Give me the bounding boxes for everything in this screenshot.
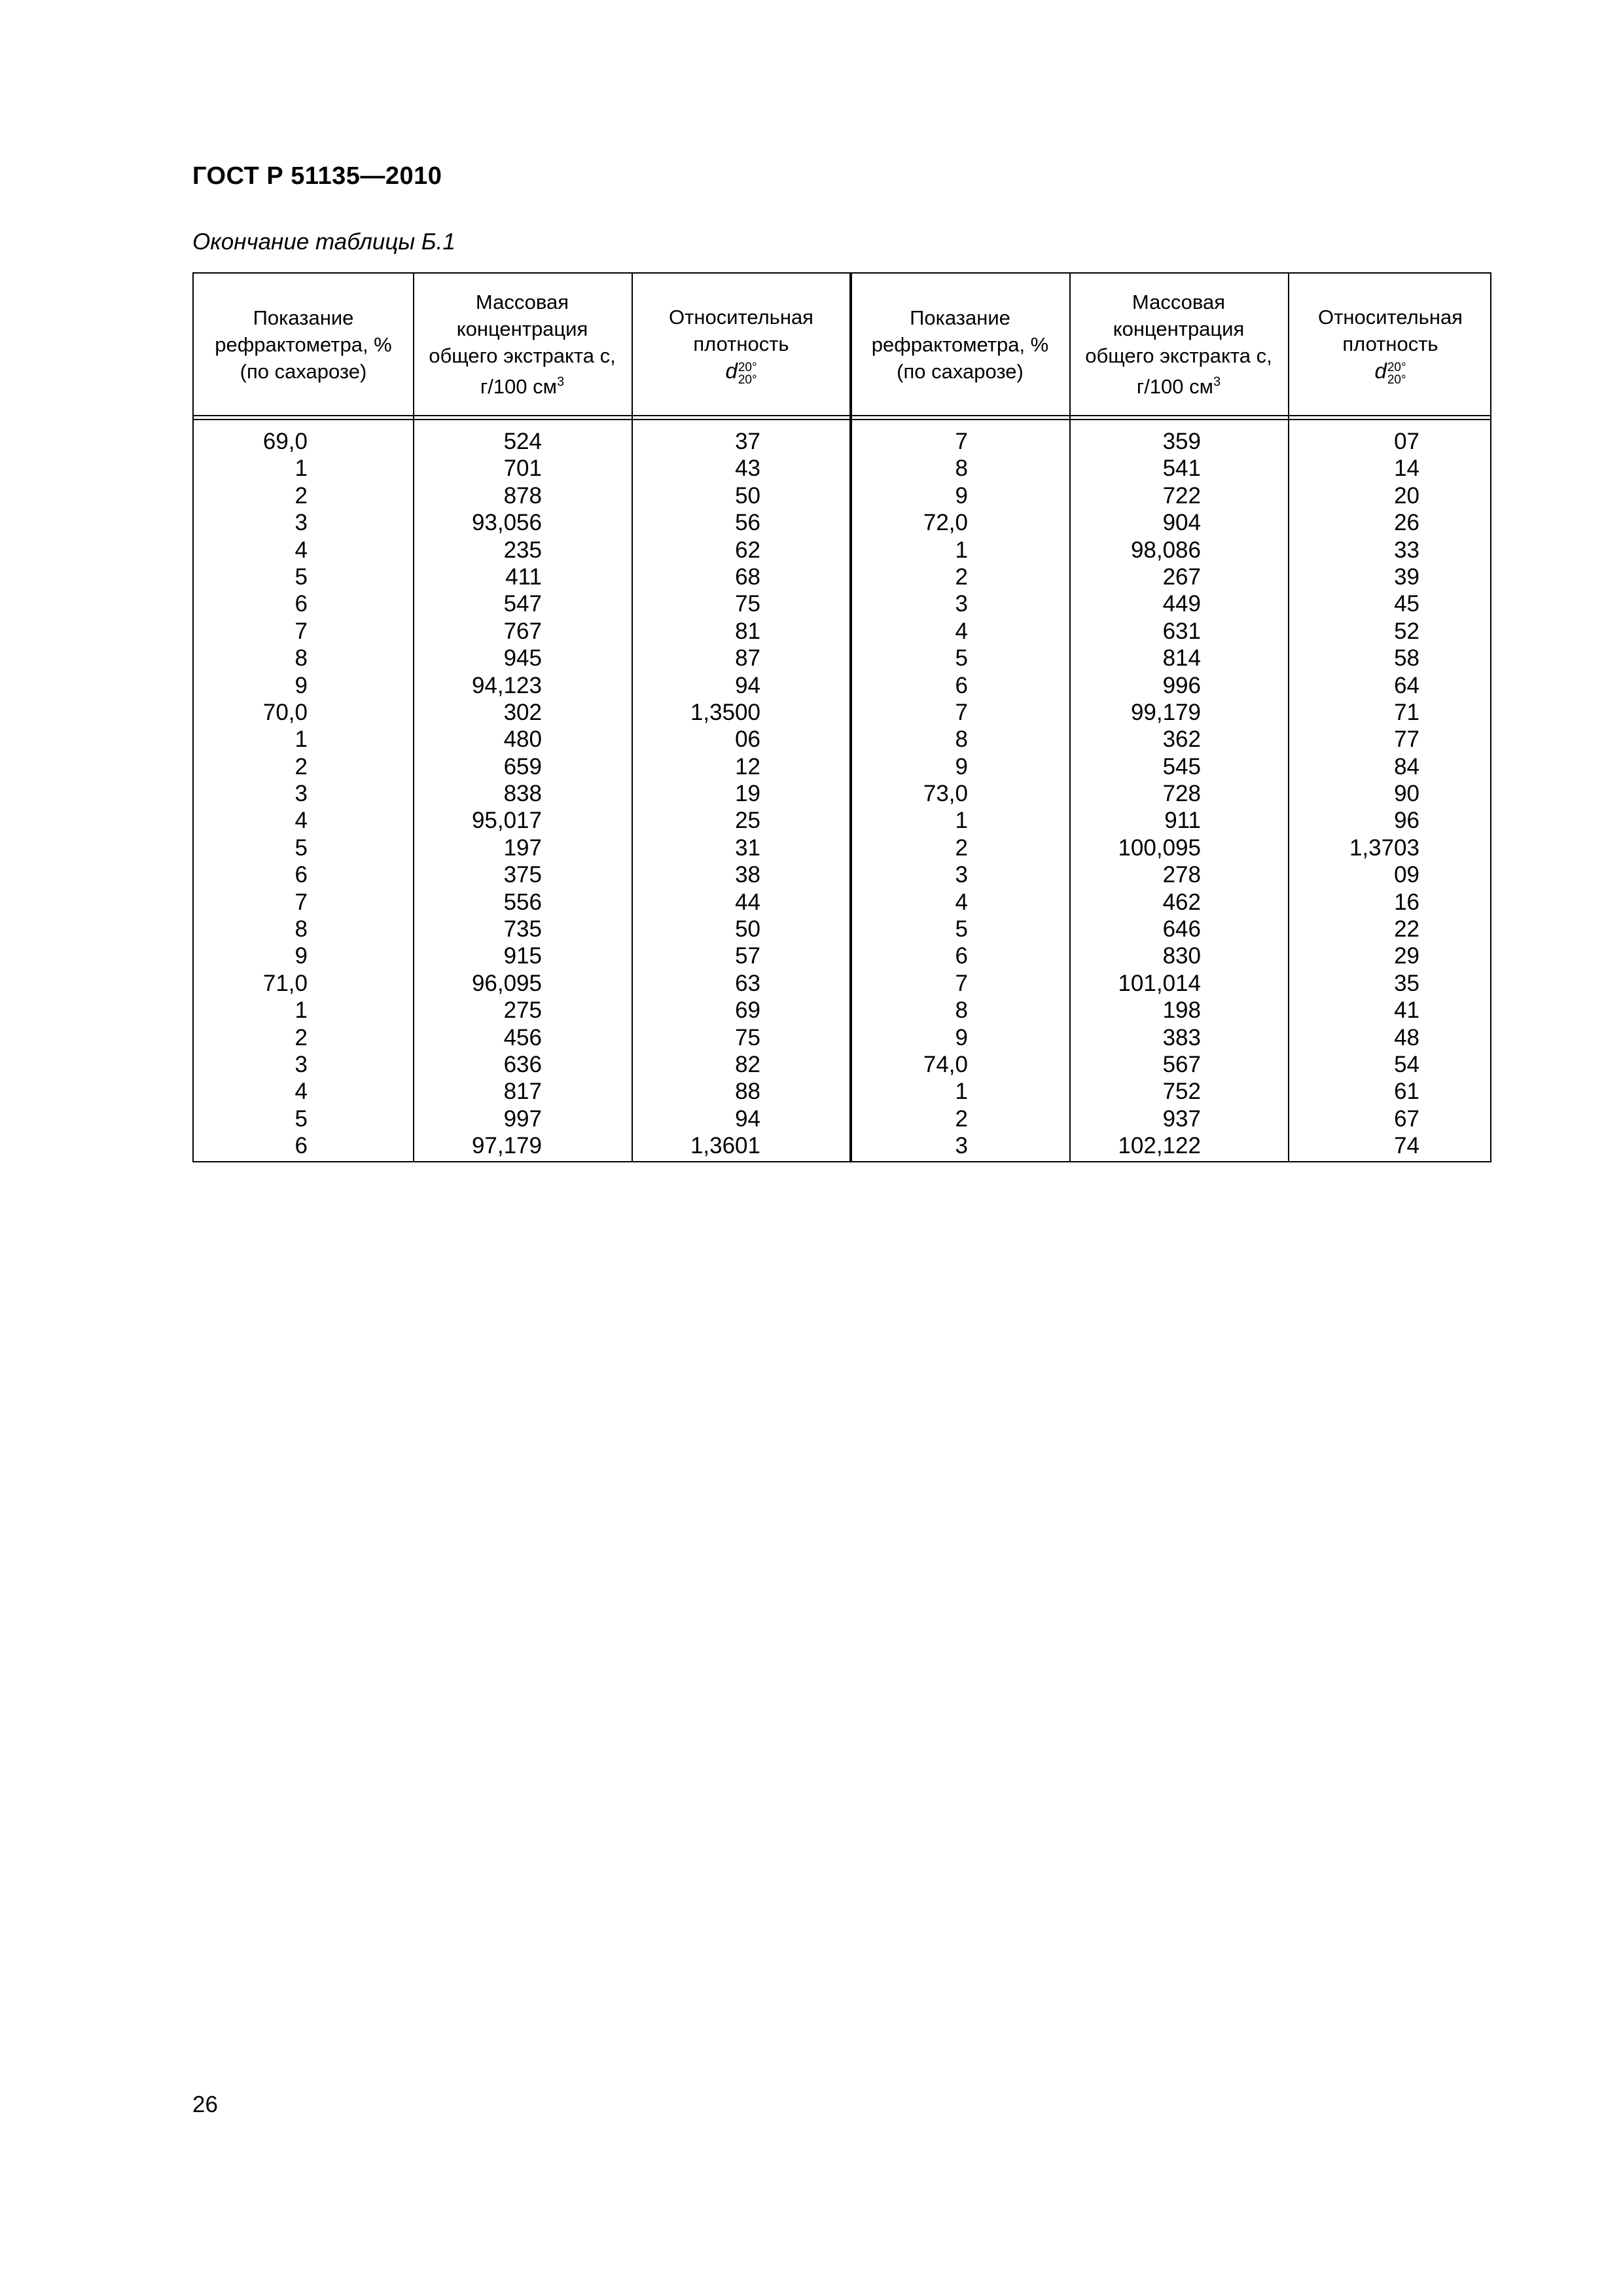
table-cell: 100,095 <box>1118 834 1201 861</box>
table-cell: 1,3500 <box>690 699 760 725</box>
table-cell: 838 <box>503 781 542 807</box>
table-cell: 96,095 <box>471 970 542 996</box>
table-cell: 1 <box>955 808 968 834</box>
header-line: рефрактометра, % <box>871 332 1049 356</box>
table-cell: 302 <box>503 699 542 725</box>
table-cell: 37 <box>735 429 760 454</box>
table-cell: 556 <box>503 889 542 915</box>
column-divider <box>413 274 414 1161</box>
table-cell: 7 <box>294 618 308 644</box>
table-cell: 96 <box>1394 808 1419 834</box>
table-cell: 44 <box>735 889 760 915</box>
table-cell: 77 <box>1394 726 1419 753</box>
table-cell: 524 <box>503 429 542 454</box>
table-cell: 915 <box>503 943 542 969</box>
header-line: Массовая <box>475 290 569 314</box>
header-line: концентрация <box>456 317 588 340</box>
header-line: концентрация <box>1113 317 1245 340</box>
table-cell: 45 <box>1394 591 1419 617</box>
table-cell: 61 <box>1394 1079 1419 1105</box>
table-cell: 5 <box>294 834 308 861</box>
table-cell: 4 <box>294 537 308 563</box>
header-line: Массовая <box>1132 290 1226 314</box>
table-cell: 1 <box>294 726 308 753</box>
table-cell: 07 <box>1394 429 1419 454</box>
table-cell: 71 <box>1394 699 1419 725</box>
header-line: общего экстракта с, <box>1085 344 1272 367</box>
header-line: (по сахарозе) <box>897 359 1024 383</box>
table-cell: 3 <box>955 862 968 888</box>
table-cell: 84 <box>1394 753 1419 780</box>
table-cell: 1 <box>294 456 308 482</box>
table-cell: 93,056 <box>471 510 542 536</box>
table-cell: 3 <box>955 1133 968 1159</box>
table-cell: 56 <box>735 510 760 536</box>
table-cell: 90 <box>1394 781 1419 807</box>
density-symbol-d: d <box>1374 358 1387 383</box>
table-cell: 278 <box>1162 862 1201 888</box>
table-cell: 58 <box>1394 645 1419 672</box>
header-line: общего экстракта с, <box>429 344 616 367</box>
table-cell: 06 <box>735 726 760 753</box>
header-line: Относительная <box>1318 305 1463 329</box>
header-line: (по сахарозе) <box>240 359 367 383</box>
header-line: плотность <box>1342 332 1438 355</box>
table-cell: 9 <box>294 943 308 969</box>
table-cell: 14 <box>1394 456 1419 482</box>
header-density-right <box>1288 274 1493 415</box>
table-cell: 64 <box>1394 672 1419 698</box>
table-cell: 68 <box>735 564 760 590</box>
table-cell: 267 <box>1162 564 1201 590</box>
table-cell: 6 <box>955 672 968 698</box>
table-cell: 50 <box>735 916 760 942</box>
table-cell: 646 <box>1162 916 1201 942</box>
table-cell: 8 <box>955 726 968 753</box>
table-cell: 1 <box>294 997 308 1024</box>
density-symbol <box>1374 358 1406 387</box>
table-cell: 3 <box>955 591 968 617</box>
header-line: г/100 $см^3$ <box>480 374 565 399</box>
table-cell: 9 <box>294 672 308 698</box>
table-cell: 95,017 <box>471 808 542 834</box>
table-cell: 5 <box>294 564 308 590</box>
table-cell: 411 <box>505 564 542 590</box>
table-cell: 72,0 <box>923 510 968 536</box>
table-cell: 8 <box>955 456 968 482</box>
table-cell: 996 <box>1162 672 1201 698</box>
header-line: Относительная <box>669 305 813 329</box>
table-cell: 197 <box>503 834 542 861</box>
column-divider <box>1288 274 1289 1161</box>
data-table <box>192 272 1491 1162</box>
table-cell: 2 <box>955 1105 968 1132</box>
table-cell: 3 <box>294 1051 308 1077</box>
header-reading-left <box>194 274 413 415</box>
table-cell: 541 <box>1162 456 1201 482</box>
table-cell: 814 <box>1162 645 1201 672</box>
table-cell: 375 <box>503 862 542 888</box>
table-cell: 7 <box>955 970 968 996</box>
column-density-left <box>690 428 760 1160</box>
table-cell: 6 <box>294 591 308 617</box>
table-cell: 1 <box>955 1079 968 1105</box>
column-concentration-left <box>472 428 542 1160</box>
table-cell: 75 <box>735 591 760 617</box>
table-cell: 31 <box>735 834 760 861</box>
table-cell: 728 <box>1162 781 1201 807</box>
table-cell: 275 <box>503 997 542 1024</box>
table-cell: 63 <box>735 970 760 996</box>
table-cell: 81 <box>735 618 760 644</box>
table-cell: 4 <box>294 1079 308 1105</box>
column-reading-right <box>923 428 968 1160</box>
table-cell: 659 <box>503 753 542 780</box>
header-line: г/100 $см^3$ <box>1136 374 1221 399</box>
table-cell: 830 <box>1162 943 1201 969</box>
table-cell: 87 <box>735 645 760 672</box>
table-cell: 5 <box>294 1105 308 1132</box>
table-cell: 7 <box>955 699 968 725</box>
header-reading-right <box>851 274 1069 415</box>
table-cell: 2 <box>955 834 968 861</box>
page-number: 26 <box>192 2092 218 2117</box>
table-cell: 52 <box>1394 618 1419 644</box>
table-cell: 25 <box>735 808 760 834</box>
density-subscript: 20° <box>1387 373 1406 387</box>
header-concentration-left <box>413 274 632 415</box>
table-cell: 101,014 <box>1118 970 1201 996</box>
table-cell: 911 <box>1164 808 1201 834</box>
table-cell: 5 <box>955 645 968 672</box>
header-density-left <box>632 274 851 415</box>
table-cell: 636 <box>503 1051 542 1077</box>
table-cell: 462 <box>1162 889 1201 915</box>
table-cell: 1 <box>955 537 968 563</box>
table-cell: 102,122 <box>1118 1133 1201 1159</box>
table-cell: 5 <box>955 916 968 942</box>
table-cell: 41 <box>1394 997 1419 1024</box>
table-cell: 74 <box>1394 1133 1419 1159</box>
table-cell: 57 <box>735 943 760 969</box>
table-cell: 817 <box>503 1079 542 1105</box>
table-cell: 4 <box>955 889 968 915</box>
density-superscript: 20° <box>1387 361 1406 375</box>
table-cell: 82 <box>735 1051 760 1077</box>
table-cell: 94,123 <box>471 672 542 698</box>
table-cell: 98,086 <box>1130 537 1201 563</box>
table-cell: 701 <box>503 456 542 482</box>
table-cell: 2 <box>294 482 308 509</box>
table-cell: 38 <box>735 862 760 888</box>
table-cell: 7 <box>294 889 308 915</box>
table-cell: 767 <box>503 618 542 644</box>
table-cell: 16 <box>1394 889 1419 915</box>
table-cell: 362 <box>1162 726 1201 753</box>
header-line: Показание <box>253 306 354 329</box>
header-concentration-right <box>1069 274 1288 415</box>
column-reading-left <box>263 428 308 1160</box>
table-cell: 75 <box>735 1024 760 1050</box>
table-cell: 88 <box>735 1079 760 1105</box>
table-cell: 937 <box>1162 1105 1201 1132</box>
table-cell: 94 <box>735 672 760 698</box>
table-cell: 3 <box>294 510 308 536</box>
table-cell: 69,0 <box>262 429 308 454</box>
density-symbol-d: d <box>725 358 738 383</box>
table-cell: 54 <box>1394 1051 1419 1077</box>
table-cell: 74,0 <box>923 1051 968 1077</box>
table-cell: 456 <box>503 1024 542 1050</box>
table-cell: 449 <box>1162 591 1201 617</box>
table-cell: 43 <box>735 456 760 482</box>
table-cell: 70,0 <box>262 699 308 725</box>
table-cell: 6 <box>294 862 308 888</box>
density-symbol <box>725 358 757 387</box>
table-cell: 997 <box>503 1105 542 1132</box>
table-cell: 2 <box>294 753 308 780</box>
table-cell: 545 <box>1162 753 1201 780</box>
table-cell: 631 <box>1162 618 1201 644</box>
table-cell: 29 <box>1394 943 1419 969</box>
table-cell: 22 <box>1394 916 1419 942</box>
table-cell: 12 <box>735 753 760 780</box>
document-header: ГОСТ Р 51135—2010 <box>192 162 442 190</box>
table-cell: 26 <box>1394 510 1419 536</box>
table-cell: 4 <box>294 808 308 834</box>
table-cell: 19 <box>735 781 760 807</box>
table-cell: 35 <box>1394 970 1419 996</box>
table-cell: 97,179 <box>471 1133 542 1159</box>
table-cell: 547 <box>503 591 542 617</box>
table-cell: 7 <box>955 429 968 454</box>
table-cell: 2 <box>955 564 968 590</box>
table-cell: 3 <box>294 781 308 807</box>
table-cell: 945 <box>503 645 542 672</box>
table-cell: 8 <box>294 916 308 942</box>
table-caption: Окончание таблицы Б.1 <box>192 229 455 255</box>
table-cell: 62 <box>735 537 760 563</box>
density-subscript: 20° <box>738 373 757 387</box>
column-concentration-right <box>1118 428 1201 1160</box>
table-cell: 39 <box>1394 564 1419 590</box>
table-cell: 33 <box>1394 537 1419 563</box>
table-cell: 9 <box>955 482 968 509</box>
table-cell: 6 <box>294 1133 308 1159</box>
table-cell: 235 <box>503 537 542 563</box>
column-divider <box>632 274 633 1161</box>
table-cell: 94 <box>735 1105 760 1132</box>
table-cell: 735 <box>503 916 542 942</box>
table-cell: 359 <box>1162 429 1201 454</box>
half-divider <box>849 274 852 1161</box>
table-cell: 8 <box>955 997 968 1024</box>
table-cell: 878 <box>503 482 542 509</box>
table-cell: 09 <box>1394 862 1419 888</box>
table-cell: 567 <box>1162 1051 1201 1077</box>
table-cell: 383 <box>1162 1024 1201 1050</box>
table-cell: 99,179 <box>1130 699 1201 725</box>
header-rule <box>194 419 1490 420</box>
table-cell: 67 <box>1394 1105 1419 1132</box>
table-cell: 1,3703 <box>1349 834 1419 861</box>
table-cell: 69 <box>735 997 760 1024</box>
header-line: плотность <box>693 332 789 355</box>
table-cell: 904 <box>1162 510 1201 536</box>
table-cell: 9 <box>955 1024 968 1050</box>
table-cell: 4 <box>955 618 968 644</box>
density-superscript: 20° <box>738 361 757 375</box>
table-cell: 1,3601 <box>690 1133 760 1159</box>
table-cell: 9 <box>955 753 968 780</box>
table-cell: 48 <box>1394 1024 1419 1050</box>
table-cell: 480 <box>503 726 542 753</box>
table-cell: 722 <box>1162 482 1201 509</box>
header-line: рефрактометра, % <box>215 332 392 356</box>
header-line: Показание <box>910 306 1010 329</box>
header-rule <box>194 415 1490 416</box>
table-cell: 50 <box>735 482 760 509</box>
column-density-right <box>1349 428 1419 1160</box>
table-cell: 6 <box>955 943 968 969</box>
table-cell: 20 <box>1394 482 1419 509</box>
table-cell: 752 <box>1162 1079 1201 1105</box>
table-cell: 71,0 <box>262 970 308 996</box>
table-cell: 73,0 <box>923 781 968 807</box>
table-cell: 8 <box>294 645 308 672</box>
table-cell: 198 <box>1162 997 1201 1024</box>
table-cell: 2 <box>294 1024 308 1050</box>
column-divider <box>1069 274 1071 1161</box>
